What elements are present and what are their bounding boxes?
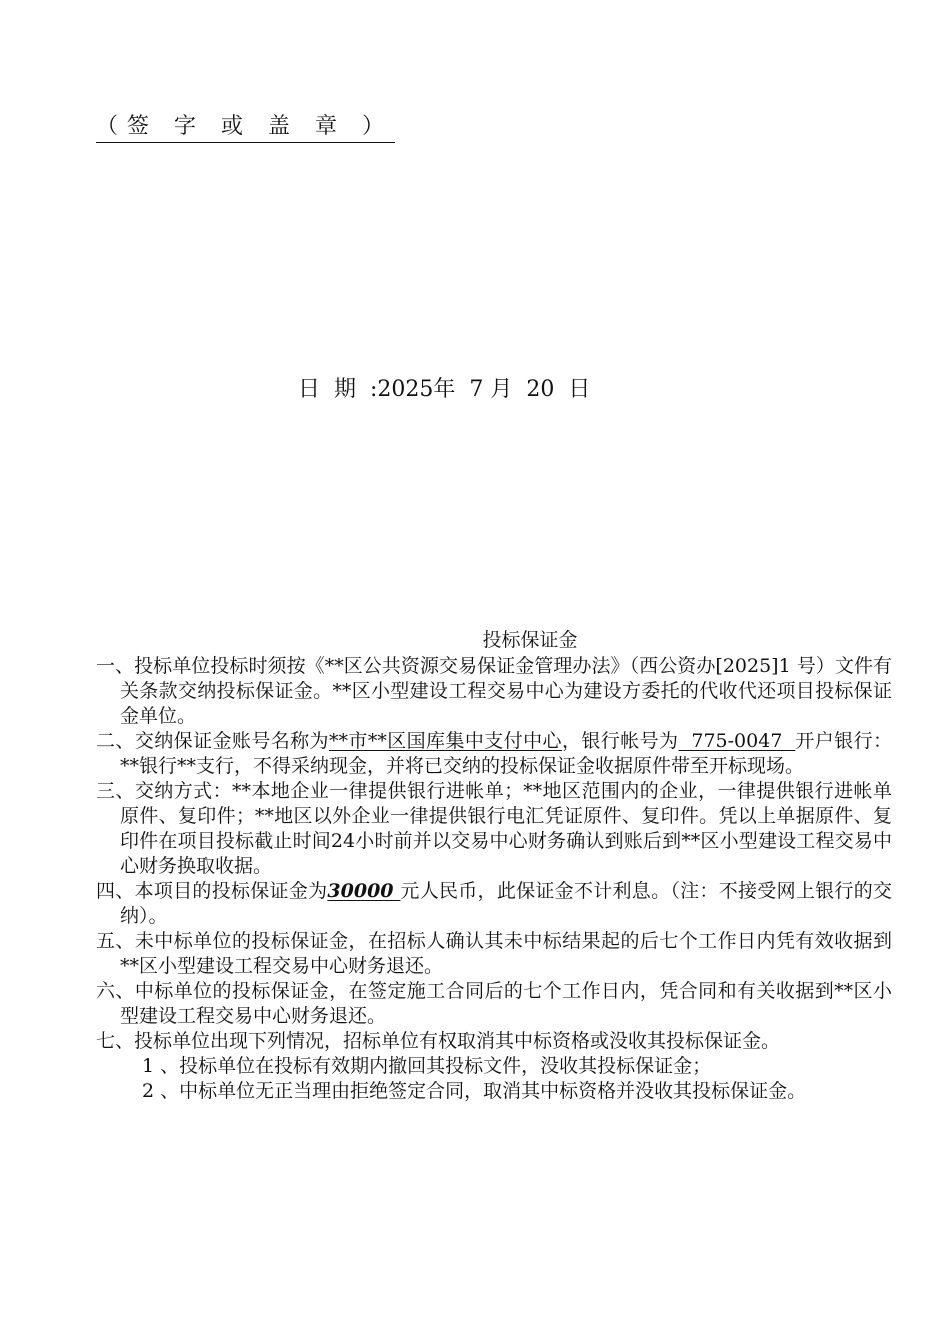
term-7-2: 2 、中标单位无正当理由拒绝签定合同，取消其中标资格并没收其投标保证金。 [142,1080,807,1102]
term-6: 六、中标单位的投标保证金，在签定施工合同后的七个工作日内，凭合同和有关收据到**区小型建设工程交易中心财务退还。 [96,980,892,1027]
deposit-terms [96,654,892,1104]
term-2-middle: ，银行帐号为 [561,730,679,752]
term-4 [96,879,892,929]
term-7: 七、投标单位出现下列情况，招标单位有权取消其中标资格或没收其投标保证金。 [96,1030,781,1052]
term-2-prefix: 二、交纳保证金账号名称为 [96,730,329,752]
term-3: 三、交纳方式：**本地企业一律提供银行进帐单；**地区范围内的企业，一律提供银行进帐单原件、复印件；**地区以外企业一律提供银行电汇凭证原件、复印件。凭以上单据原件、复印件在项目投标截止时间24小时前并以交易中心财务确认到账后到**区小型建设工程交易中心财务换取收据。 [96,780,892,877]
date-line: 日 期 :2025年 7 月 20 日 [298,377,591,402]
term-2-suffix: 开户银行：**银行**支行，不得采纳现金，并将已交纳的投标保证金收据原件带至开标现场。 [120,730,892,777]
term-2 [96,729,892,779]
term-7-1: 1 、投标单位在投标有效期内撤回其投标文件，没收其投标保证金； [142,1055,712,1077]
signature-line: （签 字 或 盖 章 ） [96,112,395,143]
deposit-amount: 30000 [327,880,401,902]
term-5: 五、未中标单位的投标保证金，在招标人确认其未中标结果起的后七个工作日内凭有效收据到**区小型建设工程交易中心财务退还。 [96,930,892,977]
account-name: **市**区国库集中支付中心 [328,730,562,752]
section-title: 投标保证金 [482,629,578,651]
term-4-prefix: 四、本项目的投标保证金为 [96,880,328,902]
term-4-suffix: 元人民币，此保证金不计利息。（注：不接受网上银行的交纳）。 [120,880,892,927]
account-number: 775-0047 [678,730,796,752]
term-1: 一、投标单位投标时须按《**区公共资源交易保证金管理办法》（西公资办[2025]1 号）文件有关条款交纳投标保证金。**区小型建设工程交易中心为建设方委托的代收代还项目投标保证金单位。 [96,655,892,727]
